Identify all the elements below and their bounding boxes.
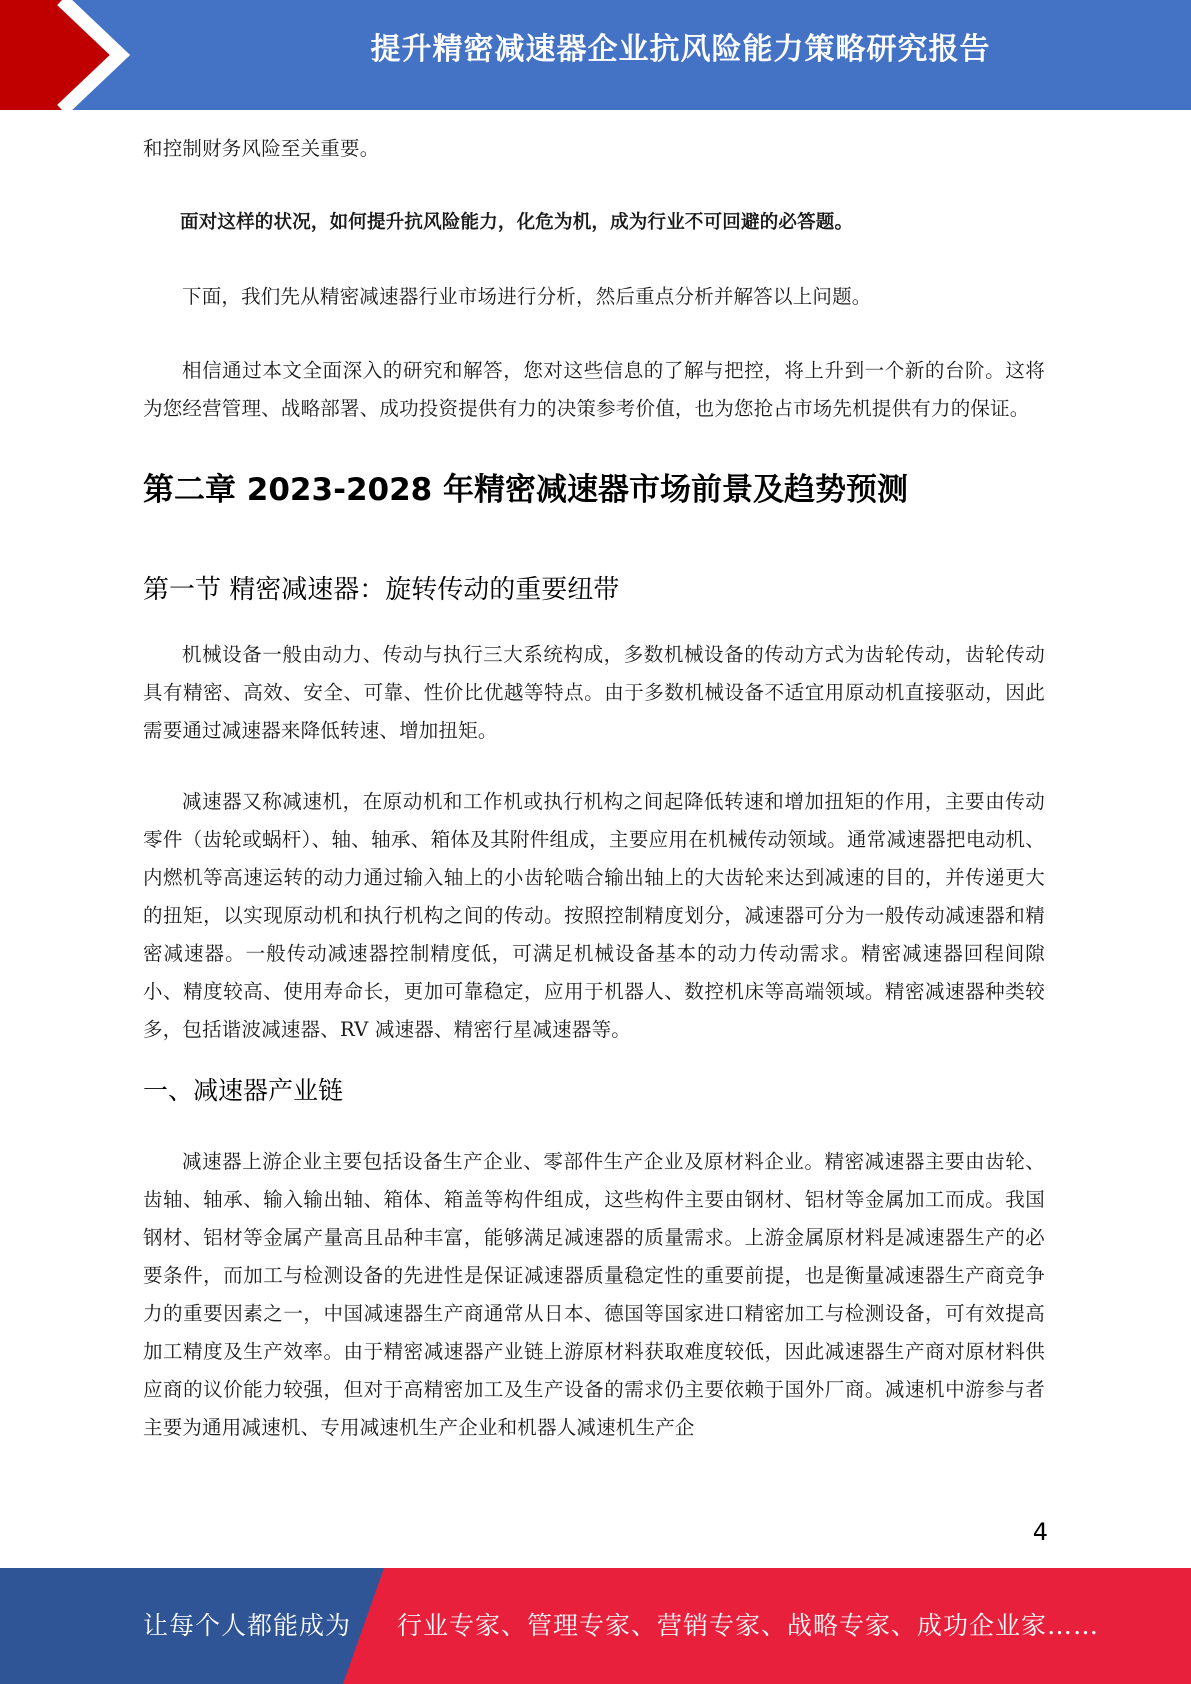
paragraph: 减速器又称减速机，在原动机和工作机或执行机构之间起降低转速和增加扭矩的作用，主要由传动零件（齿轮或蜗杆）、轴、轴承、箱体及其附件组成，主要应用在机械传动领域。通常减速器把电动机、内燃机等高速运转的动力通过输入轴上的小齿轮啮合输出轴上的大齿轮来达到减速的目的，并传递更大的扭矩，以实现原动机和执行机构之间的传动。按照控制精度划分，减速器可分为一般传动减速器和精密减速器。一般传动减速器控制精度低，可满足机械设备基本的动力传动需求。精密减速器回程间隙小、精度较高、使用寿命长，更加可靠稳定，应用于机器人、数控机床等高端领域。精密减速器种类较多，包括谐波减速器、RV 减速器、精密行星减速器等。: [143, 790, 1045, 1041]
bold-paragraph: 面对这样的状况，如何提升抗风险能力，化危为机，成为行业不可回避的必答题。: [180, 212, 854, 233]
paragraph: 和控制财务风险至关重要。: [143, 137, 380, 160]
paragraph: 机械设备一般由动力、传动与执行三大系统构成，多数机械设备的传动方式为齿轮传动，齿轮传动具有精密、高效、安全、可靠、性价比优越等特点。由于多数机械设备不适宜用原动机直接驱动，因此需要通过减速器来降低转速、增加扭矩。: [143, 643, 1045, 742]
chapter-title: 第二章 2023-2028 年精密减速器市场前景及趋势预测: [143, 472, 909, 508]
page-footer: [0, 1568, 1191, 1684]
report-title: 提升精密减速器企业抗风险能力策略研究报告: [370, 32, 991, 67]
subsection-title: 一、减速器产业链: [143, 1076, 344, 1105]
document-body: [143, 130, 1045, 1447]
page-header: [0, 0, 1191, 110]
paragraph: 相信通过本文全面深入的研究和解答，您对这些信息的了解与把控，将上升到一个新的台阶。这将为您经营管理、战略部署、成功投资提供有力的决策参考价值，也为您抢占市场先机提供有力的保证。: [143, 359, 1045, 420]
paragraph: 下面，我们先从精密减速器行业市场进行分析，然后重点分析并解答以上问题。: [182, 285, 872, 308]
paragraph: 减速器上游企业主要包括设备生产企业、零部件生产企业及原材料企业。精密减速器主要由齿轮、齿轴、轴承、输入输出轴、箱体、箱盖等构件组成，这些构件主要由钢材、铝材等金属加工而成。我国钢材、铝材等金属产量高且品种丰富，能够满足减速器的质量需求。上游金属原材料是减速器生产的必要条件，而加工与检测设备的先进性是保证减速器质量稳定性的重要前提，也是衡量减速器生产商竞争力的重要因素之一，中国减速器生产商通常从日本、德国等国家进口精密加工与检测设备，可有效提高加工精度及生产效率。由于精密减速器产业链上游原材料获取难度较低，因此减速器生产商对原材料供应商的议价能力较强，但对于高精密加工及生产设备的需求仍主要依赖于国外厂商。减速机中游参与者主要为通用减速机、专用减速机生产企业和机器人减速机生产企: [143, 1150, 1045, 1439]
page-number: 4: [1032, 1518, 1048, 1546]
footer-slogan-right: 行业专家、管理专家、营销专家、战略专家、成功企业家……: [397, 1611, 1100, 1640]
footer-slogan-left: 让每个人都能成为: [143, 1611, 352, 1640]
section-title: 第一节 精密减速器：旋转传动的重要纽带: [143, 575, 620, 605]
